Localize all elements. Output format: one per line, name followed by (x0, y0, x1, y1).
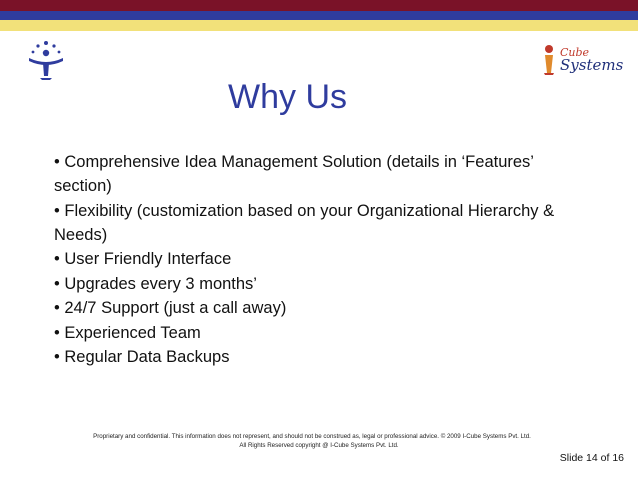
person-figure-icon (26, 40, 66, 80)
header-band-blue (0, 11, 638, 20)
bullet-marker: • (54, 153, 60, 171)
slide-title: Why Us (228, 78, 347, 116)
bullet-marker: • (54, 274, 60, 293)
bullet-item (54, 345, 594, 369)
footer-line-copyright: All Rights Reserved copyright @ I-Cube Systems Pvt. Ltd. (239, 442, 399, 449)
bullet-text: User Friendly Interface (64, 250, 232, 268)
logo-systems-text: Systems (560, 56, 624, 74)
bullet-marker: • (54, 250, 60, 268)
bullet-text: Upgrades every 3 months’ (64, 274, 257, 293)
bullet-text: 24/7 Support (just a call away) (64, 299, 287, 317)
slide-number: Slide 14 of 16 (559, 452, 624, 464)
bullet-item (54, 272, 594, 296)
bullet-item (54, 321, 594, 345)
bullet-list (54, 150, 594, 370)
bullet-marker: • (54, 323, 60, 342)
bullet-text: Regular Data Backups (64, 348, 230, 366)
bullet-marker: • (54, 348, 60, 366)
header-band-yellow (0, 20, 638, 31)
logo-cube-text: Cube (560, 46, 590, 59)
bullet-text: Comprehensive Idea Management Solution (details in ‘Features’ section) (54, 153, 534, 195)
bullet-item (54, 199, 594, 247)
i-cube-systems-logo (538, 42, 628, 76)
bullet-item (54, 247, 594, 271)
bullet-item (54, 296, 594, 320)
bullet-marker: • (54, 201, 60, 220)
header-band-maroon (0, 0, 638, 11)
bullet-text: Flexibility (customization based on your Organizational Hierarchy & Needs) (54, 201, 555, 244)
bullet-marker: • (54, 299, 60, 317)
footer-disclaimer (0, 432, 638, 450)
bullet-item (54, 150, 594, 198)
i-letter-icon (538, 42, 560, 76)
footer-line-confidential: Proprietary and confidential. This information does not represent, and should not be construed as, legal or professional advice. © 2009 I-Cube Systems Pvt. Ltd. (93, 433, 531, 440)
bullet-text: Experienced Team (64, 323, 201, 342)
